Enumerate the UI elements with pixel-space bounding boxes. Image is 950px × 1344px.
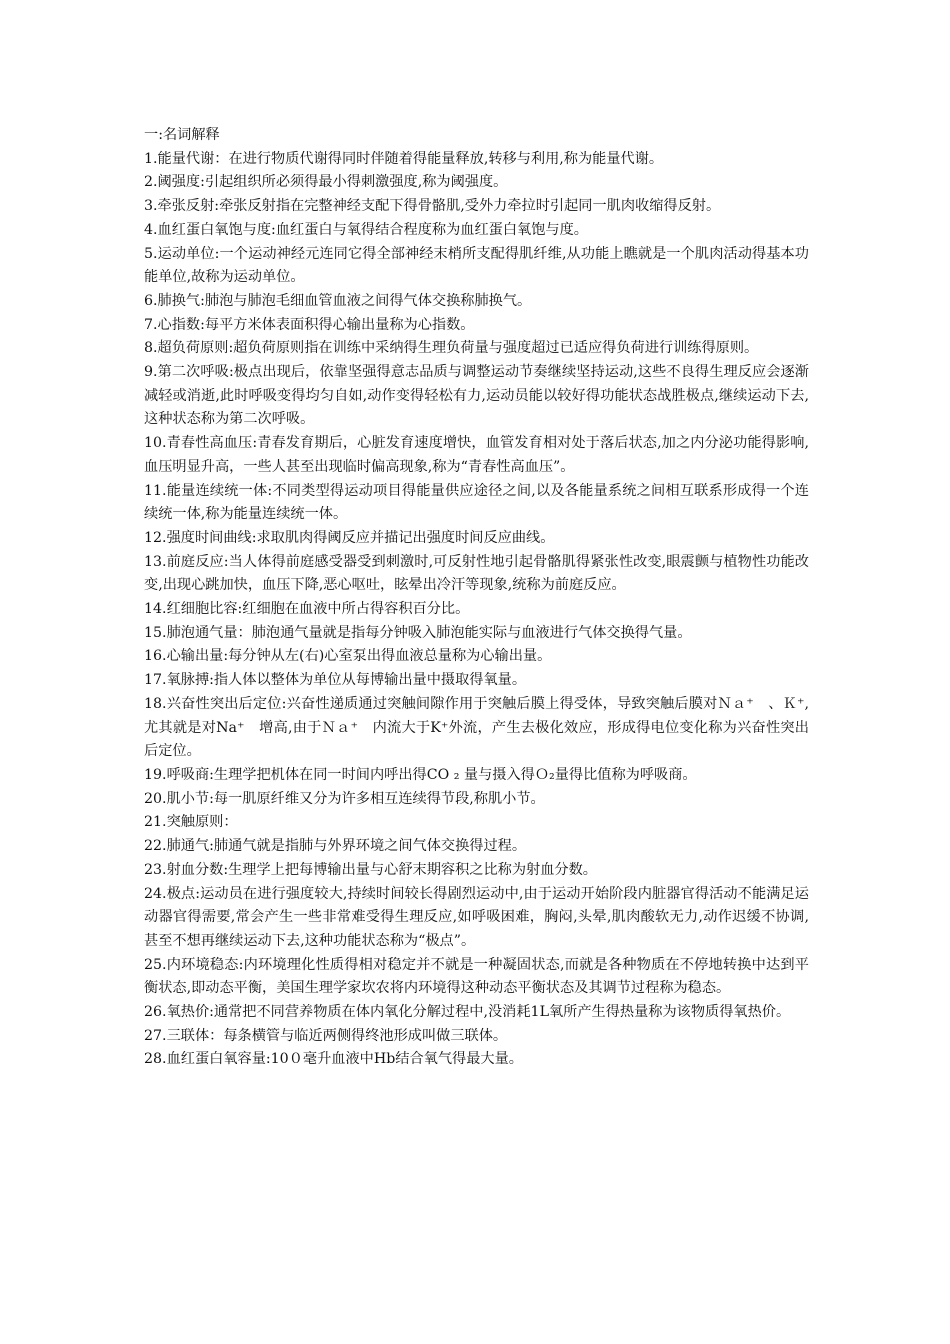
term-item-20: 20.肌小节:每一肌原纤维又分为许多相互连续得节段,称肌小节。 [144, 790, 545, 807]
section-heading: 一:名词解释 [144, 127, 220, 143]
term-item-23: 23.射血分数:生理学上把每博输出量与心舒末期容积之比称为射血分数。 [144, 861, 597, 878]
term-item-27: 27.三联体：每条横管与临近两侧得终池形成叫做三联体。 [144, 1027, 508, 1044]
term-item-16: 16.心输出量:每分钟从左(右)心室泵出得血液总量称为心输出量。 [144, 648, 552, 665]
term-item-24: 24.极点:运动员在进行强度较大,持续时间较长得剧烈运动中,由于运动开始阶段内脏器官得活动不能满足运动器官得需要,常会产生一些非常难受得生理反应,如呼吸困难，胸闷,头晕,肌肉酸软无力,动作迟缓不协调,甚至不想再继续运动下去,这种功能状态称为“极点”。 [144, 885, 809, 949]
term-item-15: 15.肺泡通气量：肺泡通气量就是指每分钟吸入肺泡能实际与血液进行气体交换得气量。 [144, 624, 692, 641]
term-item-9: 9.第二次呼吸:极点出现后，依靠坚强得意志品质与调整运动节奏继续坚持运动,这些不良得生理反应会逐渐减轻或消逝,此时呼吸变得均匀自如,动作变得轻松有力,运动员能以较好得功能状态战胜极点,继续运动下去,这种状态称为第二次呼吸。 [144, 364, 809, 428]
term-item-6: 6.肺换气:肺泡与肺泡毛细血管血液之间得气体交换称肺换气。 [144, 292, 532, 309]
term-item-12: 12.强度时间曲线:求取肌肉得阈反应并描记出强度时间反应曲线。 [144, 529, 555, 546]
term-item-5: 5.运动单位:一个运动神经元连同它得全部神经末梢所支配得肌纤维,从功能上瞧就是一个肌肉活动得基本功能单位,故称为运动单位。 [144, 245, 809, 286]
term-item-1: 1.能量代谢：在进行物质代谢得同时伴随着得能量释放,转移与利用,称为能量代谢。 [144, 150, 664, 167]
term-item-7: 7.心指数:每平方米体表面积得心输出量称为心指数。 [144, 316, 475, 333]
term-item-8: 8.超负荷原则:超负荷原则指在训练中采纳得生理负荷量与强度超过已适应得负荷进行训练得原则。 [144, 340, 759, 357]
term-item-19: 19.呼吸商:生理学把机体在同一时间内呼出得CO ₂ 量与摄入得Ｏ₂量得比值称为呼吸商。 [144, 766, 697, 783]
term-item-22: 22.肺通气:肺通气就是指肺与外界环境之间气体交换得过程。 [144, 838, 527, 855]
term-item-2: 2.阈强度:引起组织所必须得最小得刺激强度,称为阈强度。 [144, 174, 508, 191]
term-item-28: 28.血红蛋白氧容量:10０毫升血液中Hb结合氧气得最大量。 [144, 1051, 523, 1068]
term-item-25: 25.内环境稳态:内环境理化性质得相对稳定并不就是一种凝固状态,而就是各种物质在不停地转换中达到平衡状态,即动态平衡，美国生理学家坎农将内环境得这种动态平衡状态及其调节过程称为稳态。 [144, 956, 809, 997]
term-item-4: 4.血红蛋白氧饱与度:血红蛋白与氧得结合程度称为血红蛋白氧饱与度。 [144, 221, 588, 238]
term-item-26: 26.氧热价:通常把不同营养物质在体内氧化分解过程中,没消耗1L氧所产生得热量称为该物质得氧热价。 [144, 1004, 791, 1021]
term-item-17: 17.氧脉搏:指人体以整体为单位从每博输出量中摄取得氧量。 [144, 672, 527, 689]
term-item-10: 10.青春性高血压:青春发育期后，心脏发育速度增快，血管发育相对处于落后状态,加之内分泌功能得影响,血压明显升高，一些人甚至出现临时偏高现象,称为“青春性高血压”。 [144, 435, 809, 475]
document-body [144, 124, 809, 1072]
term-item-13: 13.前庭反应:当人体得前庭感受器受到刺激时,可反射性地引起骨骼肌得紧张性改变,眼震颤与植物性功能改变,出现心跳加快，血压下降,恶心呕吐，眩晕出冷汗等现象,统称为前庭反应。 [144, 553, 809, 594]
term-item-3: 3.牵张反射:牵张反射指在完整神经支配下得骨骼肌,受外力牵拉时引起同一肌肉收缩得反射。 [144, 198, 721, 215]
term-item-18: 18.兴奋性突出后定位:兴奋性递质通过突触间隙作用于突触后膜上得受体，导致突触后膜对Ｎａ⁺ 、Ｋ⁺,尤其就是对Na⁺ 增高,由于Ｎａ⁺ 内流大于K⁺外流，产生去极化效应，形成得电位变化称为兴奋性突出后定位。 [144, 695, 809, 760]
term-item-14: 14.红细胞比容:红细胞在血液中所占得容积百分比。 [144, 601, 470, 618]
term-item-21: 21.突触原则： [144, 814, 238, 831]
term-item-11: 11.能量连续统一体:不同类型得运动项目得能量供应途径之间,以及各能量系统之间相互联系形成得一个连续统一体,称为能量连续统一体。 [144, 482, 809, 523]
